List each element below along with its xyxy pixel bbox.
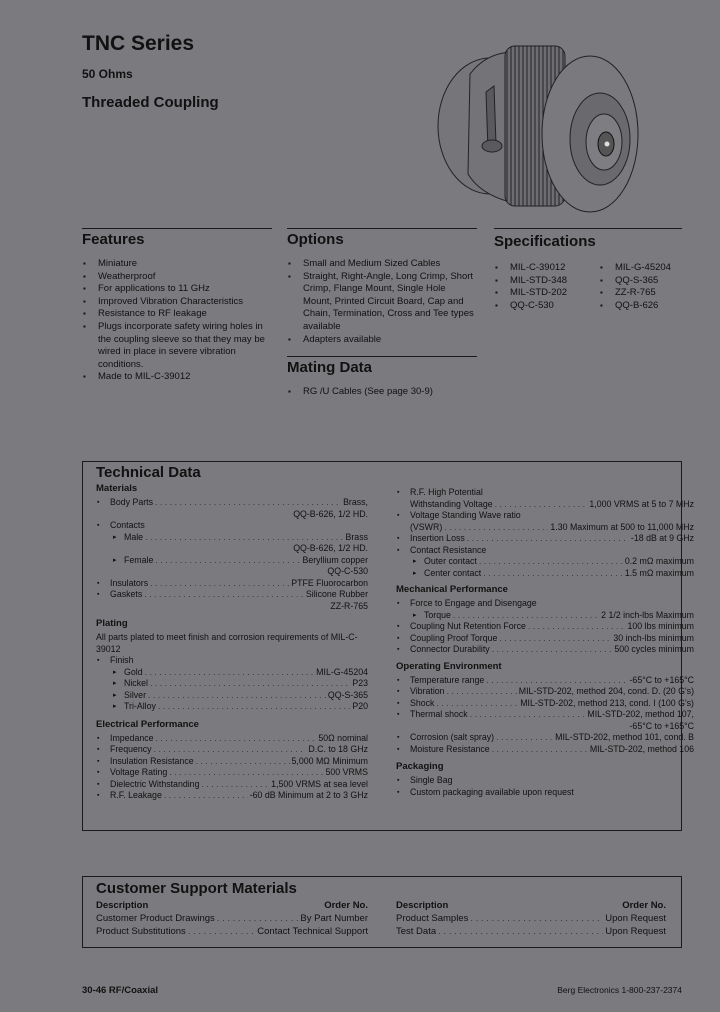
list-item: ▪ Resistance to RF leakage [82, 308, 272, 321]
support-header-row: Description Order No. [396, 900, 666, 911]
technical-right-column [396, 487, 694, 798]
insertion-loss-row: ▪ Insertion Loss . . . -18 dB at 9 GHz [396, 533, 694, 545]
customer-support-title: Customer Support Materials [96, 880, 297, 897]
technical-data-title: Technical Data [96, 464, 201, 481]
table-row: Product Samples . . . Upon Request [396, 912, 666, 925]
list-item: ▪ Small and Medium Sized Cables [287, 258, 477, 271]
list-item: ▪ QQ-C-530 [494, 300, 594, 313]
footer-page-number: 30-46 RF/Coaxial [82, 985, 159, 996]
corrosion-row: ▪ Corrosion (salt spray) . . . MIL-STD-202, method 101, cond. B [396, 732, 694, 744]
materials-heading: Materials [96, 483, 138, 494]
list-item: ▪ MIL-C-39012 [494, 262, 594, 275]
table-row: Customer Product Drawings . . . By Part Number [96, 912, 368, 925]
list-item: ▪ Miniature [82, 258, 272, 271]
mating-list [287, 386, 477, 399]
tri-alloy-row: ▸ Tri-Alloy . . . P20 [96, 701, 368, 713]
male-row: ▸ Male . . . Brass [96, 532, 368, 544]
mechanical-heading: Mechanical Performance [396, 584, 508, 595]
thermal-shock-cont: -65°C to +165°C [629, 720, 694, 731]
packaging-item: ▪ Custom packaging available upon request [396, 787, 694, 799]
plating-text: All parts plated to meet finish and corrosion requirements of MIL-C-39012 [96, 632, 358, 654]
table-row: Product Substitutions . . . Contact Technical Support [96, 925, 368, 938]
torque-row: ▸ Torque . . . 2 1/2 inch-lbs Maximum [396, 610, 694, 622]
retention-force-row: ▪ Coupling Nut Retention Force . . . 100 lbs minimum [396, 621, 694, 633]
list-item: ▪ For applications to 11 GHz [82, 283, 272, 296]
list-item: ▪ Made to MIL-C-39012 [82, 371, 272, 384]
outer-contact-row: ▸ Outer contact . . . 0.2 mΩ maximum [396, 556, 694, 568]
list-item: ▪ Straight, Right-Angle, Long Crimp, Short Crimp, Flange Mount, Single Hole Mount, Printed Circuit Board, Cap and Chain, Termination, Cross and Tee types available [287, 271, 477, 334]
environment-heading: Operating Environment [396, 660, 502, 672]
gaskets-row: ▪ Gaskets . . . Silicone Rubber [96, 589, 368, 601]
features-rule [82, 228, 272, 229]
silver-row: ▸ Silver . . . QQ-S-365 [96, 690, 368, 702]
list-item: ▪ Improved Vibration Characteristics [82, 296, 272, 309]
packaging-item: ▪ Single Bag [396, 775, 694, 787]
dielectric-row: ▪ Dielectric Withstanding . . . 1,500 VRMS at sea level [96, 779, 368, 791]
list-item: ▪ MIL-G-45204 [599, 262, 689, 275]
frequency-row: ▪ Frequency . . . D.C. to 18 GHz [96, 744, 368, 756]
list-item: ▪ Adapters available [287, 334, 477, 347]
temperature-row: ▪ Temperature range . . . -65°C to +165°C [396, 675, 694, 687]
list-item: ▪ ZZ-R-765 [599, 287, 689, 300]
nickel-row: ▸ Nickel . . . P23 [96, 678, 368, 690]
specifications-col2 [599, 262, 689, 312]
vswr-label: ▪ Voltage Standing Wave ratio [396, 510, 694, 522]
specifications-col1 [494, 262, 594, 312]
insulation-resistance-row: ▪ Insulation Resistance . . . 5,000 MΩ Minimum [96, 756, 368, 768]
vibration-row: ▪ Vibration . . . MIL-STD-202, method 204, cond. D. (20 G's) [396, 686, 694, 698]
options-list [287, 258, 477, 346]
female-row: ▸ Female . . . Beryllium copper [96, 555, 368, 567]
options-heading: Options [287, 231, 344, 248]
rf-high-potential: ▪ R.F. High Potential [396, 487, 694, 499]
features-list [82, 258, 272, 384]
finish-label: ▪ Finish [96, 655, 368, 667]
rf-leakage-row: ▪ R.F. Leakage . . . -60 dB Minimum at 2 to 3 GHz [96, 790, 368, 802]
specifications-rule [494, 228, 682, 229]
male-cont: QQ-B-626, 1/2 HD. [293, 543, 368, 553]
list-item: ▪ QQ-S-365 [599, 275, 689, 288]
gold-row: ▸ Gold . . . MIL-G-45204 [96, 667, 368, 679]
impedance-subtitle: 50 Ohms [82, 67, 133, 81]
impedance-row: ▪ Impedance . . . 50Ω nominal [96, 733, 368, 745]
options-rule [287, 228, 477, 229]
shock-row: ▪ Shock . . . MIL-STD-202, method 213, cond. I (100 G's) [396, 698, 694, 710]
proof-torque-row: ▪ Coupling Proof Torque . . . 30 inch-lbs minimum [396, 633, 694, 645]
center-contact-row: ▸ Center contact . . . 1.5 mΩ maximum [396, 568, 694, 580]
female-cont: QQ-C-530 [327, 566, 368, 576]
durability-row: ▪ Connector Durability . . . 500 cycles minimum [396, 644, 694, 656]
thermal-shock-row: ▪ Thermal shock . . . MIL-STD-202, method 107, [396, 709, 694, 721]
specifications-heading: Specifications [494, 233, 596, 250]
electrical-heading: Electrical Performance [96, 718, 199, 730]
contact-resistance-label: ▪ Contact Resistance [396, 545, 694, 557]
list-item: ▪ Plugs incorporate safety wiring holes in the coupling sleeve so that they may be wired in place in severe vibration conditions. [82, 321, 272, 371]
support-header-row: Description Order No. [96, 900, 368, 911]
voltage-rating-row: ▪ Voltage Rating . . . 500 VRMS [96, 767, 368, 779]
force-label: ▪ Force to Engage and Disengage [396, 598, 694, 610]
support-left-column [96, 899, 368, 938]
plating-heading: Plating [96, 618, 128, 629]
body-parts-row: ▪ Body Parts . . . Brass, [96, 497, 368, 509]
insulators-row: ▪ Insulators . . . PTFE Fluorocarbon [96, 578, 368, 590]
technical-left-column [96, 483, 368, 802]
coupling-subtitle: Threaded Coupling [82, 94, 219, 111]
withstanding-row: Withstanding Voltage . . . 1,000 VRMS at 5 to 7 MHz [396, 499, 694, 511]
list-item: ▪ Weatherproof [82, 271, 272, 284]
gaskets-cont: ZZ-R-765 [330, 600, 368, 611]
list-item: ▪ MIL-STD-348 [494, 275, 594, 288]
table-row: Test Data . . . Upon Request [396, 925, 666, 938]
features-heading: Features [82, 231, 145, 248]
vswr-row: (VSWR) . . . 1.30 Maximum at 500 to 11,000 MHz [396, 522, 694, 534]
mating-rule [287, 356, 477, 357]
list-item: ▪ RG /U Cables (See page 30-9) [287, 386, 477, 399]
body-parts-cont: QQ-B-626, 1/2 HD. [293, 508, 368, 519]
support-right-column [396, 899, 666, 938]
mating-heading: Mating Data [287, 359, 373, 376]
footer-company: Berg Electronics 1-800-237-2374 [557, 985, 682, 995]
contacts-label: ▪ Contacts [96, 520, 368, 532]
list-item: ▪ QQ-B-626 [599, 300, 689, 313]
list-item: ▪ MIL-STD-202 [494, 287, 594, 300]
packaging-heading: Packaging [396, 761, 444, 772]
page-title: TNC Series [82, 32, 195, 55]
tnc-connector-illustration [430, 34, 645, 219]
moisture-row: ▪ Moisture Resistance . . . MIL-STD-202, method 106 [396, 744, 694, 756]
